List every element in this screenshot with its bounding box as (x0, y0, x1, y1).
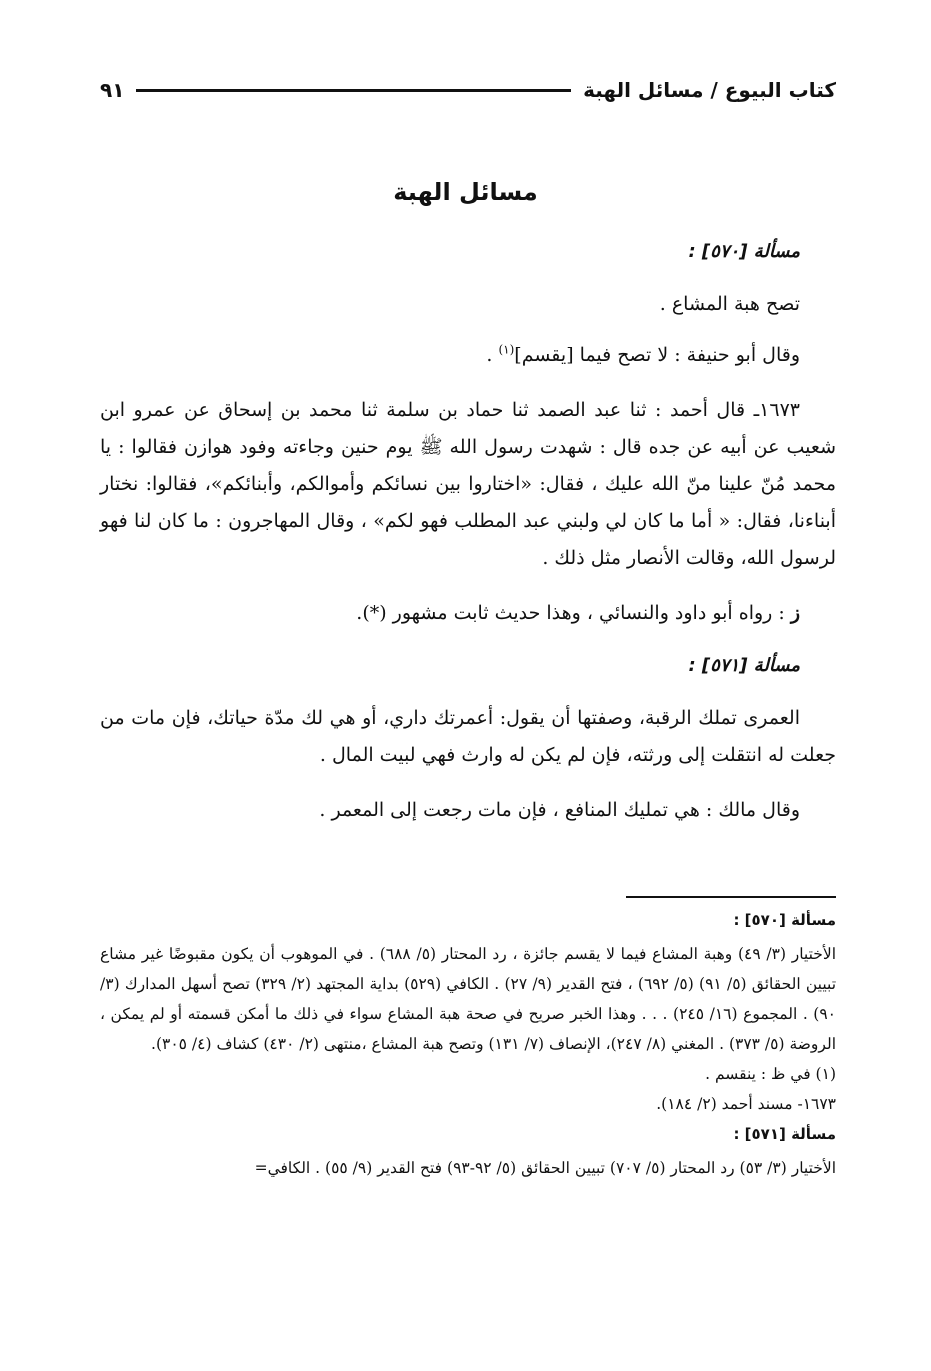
zay-note (100, 595, 836, 632)
paragraph-musha: تصح هبة المشاع . (659, 293, 800, 315)
footnote-570-text: الأختيار (٣/ ٤٩) وهبة المشاع فيما لا يقسم جائزة ، رد المحتار (٥/ ٦٨٨) . في الموهوب أن يكون مقبوضًا غير مشاع تبيين الحقائق (٥/ ٩١) (٥/ ٦٩٢) ، فتح القدير (٩/ ٢٧) . الكافي (٥٢٩) بداية المجتهد (٢/ ٣٢٩) تصح أسهل المدارك (٣/ ٩٠) . المجموع (١٦/ ٢٤٥) . . . وهذا الخبر صريح في صحة هبة المشاع سواء في ذلك ما أمكن قسمته أو لم يمكن ، الروضة (٥/ ٣٧٣) . المغني (٨/ ٢٤٧)، الإنصاف (٧/ ١٣١) وتصح هبة المشاع ،منتهى (٢/ ٤٣٠) كشاف (٤/ ٣٠٥). (100, 945, 837, 1053)
footnote-571-text: الأختيار (٣/ ٥٣) رد المحتار (٥/ ٧٠٧) تبيين الحقائق (٥/ ٩٢-٩٣) فتح القدير (٩/ ٥٥) . الكافي= (254, 1159, 836, 1177)
footnote-1673: ١٦٧٣- مسند أحمد (٢/ ١٨٤). (656, 1095, 836, 1113)
section-title: مسائل الهبة (393, 178, 538, 206)
masala-570-heading: مسألة [٥٧٠] : (688, 241, 800, 262)
paragraph-malik: وقال مالك : هي تمليك المنافع ، فإن مات رجعت إلى المعمر . (319, 799, 800, 821)
masala-571-heading: مسألة [٥٧١] : (688, 655, 800, 676)
paragraph-abu-hanifa (100, 337, 836, 374)
header-title: كتاب البيوع / مسائل الهبة (583, 78, 836, 102)
running-header (100, 72, 836, 108)
page-number: ٩١ (100, 78, 125, 102)
main-text (100, 232, 836, 829)
header-rule (136, 89, 571, 92)
hadith-1673: ١٦٧٣ـ قال أحمد : ثنا عبد الصمد ثنا حماد بن سلمة ثنا محمد بن إسحاق عن عمرو ابن شعيب عن أبيه عن جده قال : شهدت رسول الله ﷺ يوم حنين وجاءته وفود هوازن فقالوا : يا محمد مُنّ علينا منّ الله عليك ، فقال: «اختاروا بين نسائكم وأموالكم، وأبنائكم»، فقالوا: نختار أبناءنا، فقال: « أما ما كان لي ولبني عبد المطلب فهو لكم» ، وقال المهاجرون : ما كان لنا فهو لرسول الله، وقالت الأنصار مثل ذلك . (100, 399, 836, 569)
footnote-571-heading: مسألة [٥٧١] : (733, 1125, 836, 1143)
paragraph-umra: العمرى تملك الرقبة، وصفتها أن يقول: أعمرتك داري، أو هي لك مدّة حياتك، فإن مات من جعلت له انتقلت إلى ورثته، فإن لم يكن له وارث فهي لبيت المال . (100, 707, 836, 766)
footnote-separator (626, 896, 836, 898)
footnote-1: (١) في ظ : ينقسم . (705, 1065, 836, 1083)
footnote-ref-1: (١) (498, 342, 515, 357)
abu-hanifa-end: . (486, 344, 499, 366)
abu-hanifa-text: وقال أبو حنيفة : لا تصح فيما [يقسم] (514, 344, 800, 366)
footnotes (100, 905, 836, 1183)
zay-note-text: : رواه أبو داود والنسائي ، وهذا حديث ثابت مشهور (*). (356, 602, 791, 624)
footnote-570-heading: مسألة [٥٧٠] : (733, 911, 836, 929)
zay-symbol: ز (790, 602, 800, 624)
